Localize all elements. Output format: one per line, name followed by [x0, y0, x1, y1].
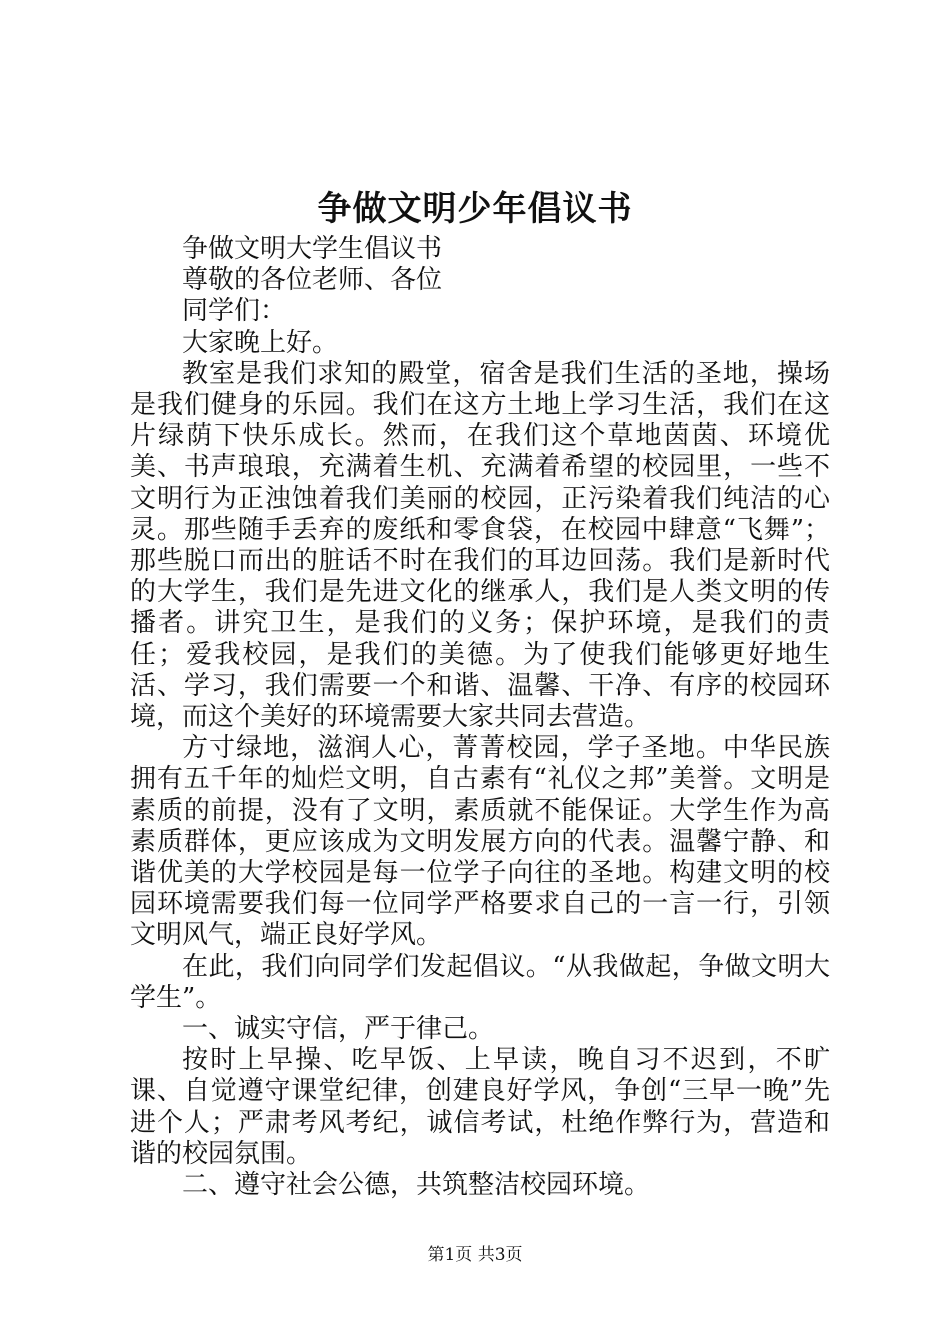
page-number: 第1页 共3页 — [427, 1245, 523, 1265]
salutation-line: 尊敬的各位老师、各位 — [182, 265, 443, 296]
body-paragraph: 按时上早操、吃早饭、上早读，晚自习不迟到，不旷课、自觉遵守课堂纪律，创建良好学风，争创“三早一晚”先进个人；严肃考风考纪，诚信考试，杜绝作弊行为，营造和谐的校园氛围。 — [130, 1045, 830, 1169]
page-title: 争做文明少年倡议书 — [317, 189, 633, 229]
salutation-line: 同学们： — [182, 296, 287, 327]
section-heading: 二、遵守社会公德，共筑整洁校园环境。 — [182, 1170, 651, 1201]
subtitle-line: 争做文明大学生倡议书 — [182, 234, 443, 264]
body-paragraph: 教室是我们求知的殿堂，宿舍是我们生活的圣地，操场是我们健身的乐园。我们在这方土地上学习生活，我们在这片绿荫下快乐成长。然而，在我们这个草地茵茵、环境优美、书声琅琅，充满着生机、充满着希望的校园里，一些不文明行为正浊蚀着我们美丽的校园，正污染着我们纯洁的心灵。那些随手丢弃的废纸和零食袋，在校园中肆意“飞舞”；那些脱口而出的脏话不时在我们的耳边回荡。我们是新时代的大学生，我们是先进文化的继承人，我们是人类文明的传播者。讲究卫生，是我们的义务；保护环境，是我们的责任；爱我校园，是我们的美德。为了使我们能够更好地生活、学习，我们需要一个和谐、温馨、干净、有序的校园环境，而这个美好的环境需要大家共同去营造。 — [130, 358, 830, 733]
greeting-line: 大家晚上好。 — [182, 327, 339, 358]
body-paragraph: 方寸绿地，滋润人心，菁菁校园，学子圣地。中华民族拥有五千年的灿烂文明，自古素有“礼仪之邦”美誉。文明是素质的前提，没有了文明，素质就不能保证。大学生作为高素质群体，更应该成为文明发展方向的代表。温馨宁静、和谐优美的大学校园是每一位学子向往的圣地。构建文明的校园环境需要我们每一位同学严格要求自己的一言一行，引领文明风气，端正良好学风。 — [130, 733, 830, 951]
body-paragraph: 在此，我们向同学们发起倡议。“从我做起，争做文明大学生”。 — [130, 951, 830, 1013]
document-body — [130, 234, 830, 1201]
section-heading: 一、诚实守信，严于律己。 — [182, 1014, 495, 1045]
